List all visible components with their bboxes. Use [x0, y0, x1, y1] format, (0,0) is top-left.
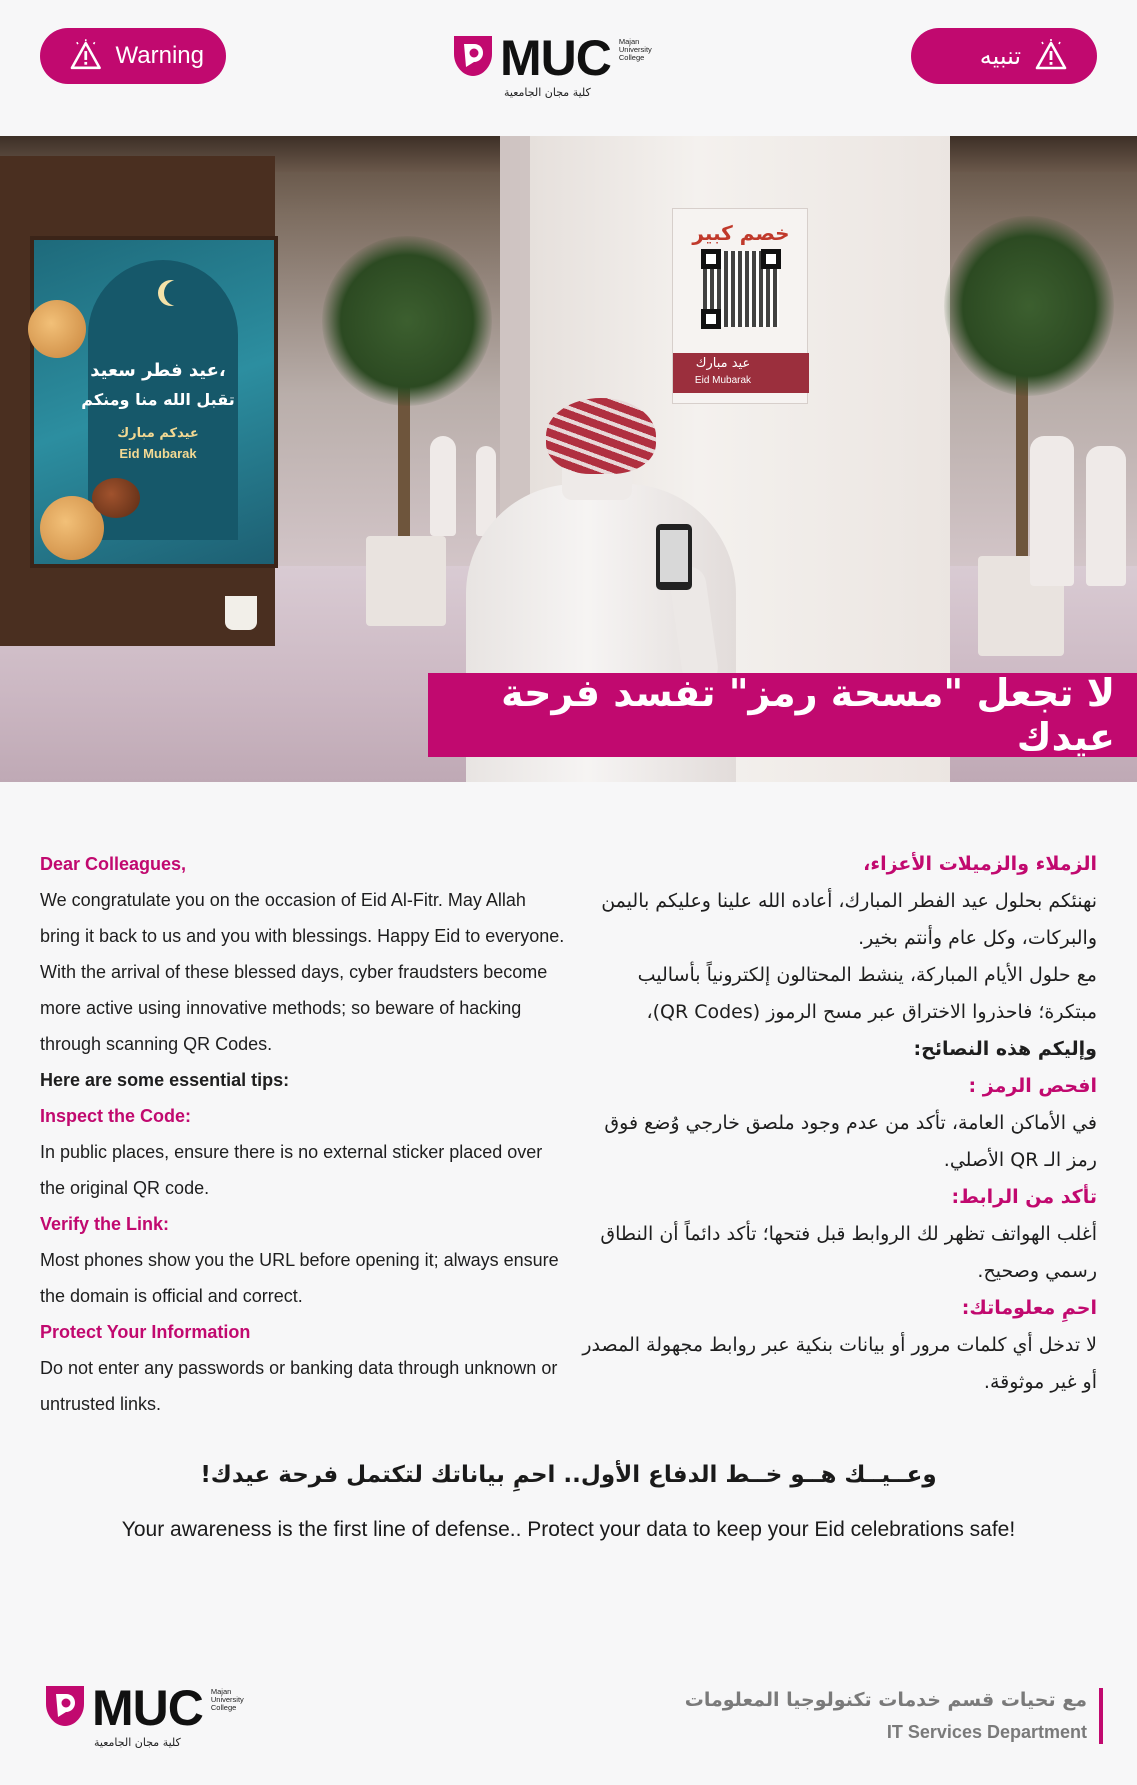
tip-title-ar: احمِ معلوماتك: [961, 1297, 1097, 1319]
muc-logo-mark [46, 1686, 84, 1726]
logo-subtitle: Majan University College [618, 37, 652, 62]
header [0, 0, 1137, 136]
warning-label: Warning [115, 42, 204, 69]
intro-paragraph-en: We congratulate you on the occasion of Eid Al-Fitr. May Allah bring it back to us and you with blessings. Happy Eid to everyone. With the arrival of these blessed days, cyber fraudsters become more active using innovative methods; so beware of hacking through scanning QR Codes. [40, 890, 565, 1054]
tip-title-ar: افحص الرمز : [968, 1075, 1097, 1097]
greeting-en: Dear Colleagues, [40, 854, 187, 874]
date-fruit [92, 478, 140, 518]
slogan-arabic: وعــيــك هــو خــط الدفاع الأول.. احمِ بياناتك لتكتمل فرحة عيدك! [200, 1462, 937, 1488]
person [1030, 436, 1074, 586]
footer-english: IT Services Department [886, 1722, 1087, 1742]
tip-title-en: Protect Your Information [40, 1322, 251, 1342]
muc-logo-footer [46, 1680, 255, 1736]
footer-arabic: مع تحيات قسم خدمات تكنولوجيا المعلومات [684, 1689, 1087, 1711]
tip-text-ar: في الأماكن العامة، تأكد من عدم وجود ملصق خارجي وُضع فوق رمز الـ QR الأصلي. [604, 1112, 1097, 1171]
warning-label-ar: تنبيه [979, 42, 1021, 70]
muc-logo-mark [454, 36, 492, 76]
tip-text-en: In public places, ensure there is no external sticker placed over the original QR code. [40, 1142, 543, 1198]
footer-signature [685, 1688, 1103, 1744]
logo-wordmark: MUC [92, 1680, 203, 1736]
slogan-english: Your awareness is the first line of defense.. Protect your data to keep your Eid celebrations safe! [121, 1518, 1016, 1541]
person [430, 436, 456, 536]
english-column [40, 846, 570, 1422]
warning-paragraph-ar: مع حلول الأيام المباركة، ينشط المحتالون إلكترونياً بأساليب مبتكرة؛ فاحذروا الاختراق عبر مسح الرموز (QR Codes)، [637, 964, 1097, 1023]
muc-logo [454, 30, 663, 86]
tip-title-en: Inspect the Code: [40, 1106, 192, 1126]
tea-cup [225, 596, 257, 630]
tip-text-en: Do not enter any passwords or banking data through unknown or untrusted links. [40, 1358, 558, 1414]
palm-tree [322, 236, 492, 406]
qr-sign: خصم كبير عيد مبارك Eid Mubarak [672, 208, 808, 404]
smartphone-icon [656, 524, 692, 590]
warning-badge-en [40, 28, 226, 84]
crescent-moon-icon [164, 280, 190, 306]
warning-icon [68, 38, 104, 74]
greeting-ar: الزملاء والزميلات الأعزاء، [863, 853, 1097, 875]
warning-badge-ar [911, 28, 1097, 84]
tip-text-ar: أغلب الهواتف تظهر لك الروابط قبل فتحها؛ تأكد دائماً أن النطاق رسمي وصحيح. [600, 1223, 1097, 1282]
eid-display-screen: عيد فطر سعيد، تقبل الله منا ومنكم عيدكم مبارك Eid Mubarak [30, 236, 278, 568]
tip-text-ar: لا تدخل أي كلمات مرور أو بيانات بنكية عبر روابط مجهولة المصدر أو غير موثوقة. [582, 1334, 1097, 1393]
arabic-column [577, 846, 1097, 1401]
tip-title-ar: تأكد من الرابط: [951, 1186, 1097, 1208]
tip-title-en: Verify the Link: [40, 1214, 170, 1234]
turban [546, 398, 656, 474]
maamoul-cookie [28, 300, 86, 358]
hero-caption: لا تجعل "مسحة رمز" تفسد فرحة عيدك [428, 673, 1137, 757]
logo-arabic-name: كلية مجان الجامعية [94, 1736, 181, 1749]
logo-arabic-name: كلية مجان الجامعية [504, 86, 591, 99]
tip-text-en: Most phones show you the URL before opening it; always ensure the domain is official and correct. [40, 1250, 559, 1306]
intro-paragraph-ar: نهنئكم بحلول عيد الفطر المبارك، أعاده الله علينا وعليكم باليمن والبركات، وكل عام وأنتم بخير. [601, 890, 1097, 949]
logo-subtitle: Majan University College [210, 1687, 244, 1712]
logo-wordmark: MUC [500, 30, 611, 86]
palm-tree [944, 216, 1114, 396]
person [1086, 446, 1126, 586]
warning-icon [1033, 38, 1069, 74]
tips-heading-ar: وإليكم هذه النصائح: [913, 1038, 1097, 1060]
tips-heading-en: Here are some essential tips: [40, 1070, 290, 1090]
